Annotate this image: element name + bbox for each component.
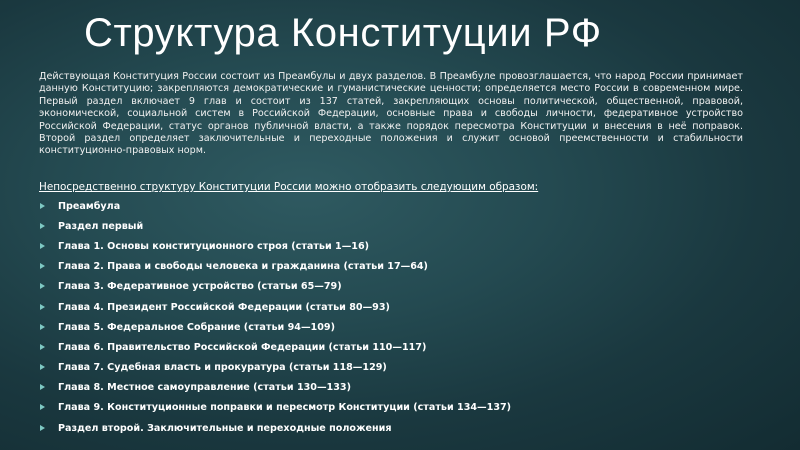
list-item xyxy=(39,277,511,297)
triangle-bullet-icon xyxy=(39,304,46,311)
triangle-bullet-icon xyxy=(39,223,46,230)
list-item-text: Раздел первый xyxy=(58,220,144,232)
list-item xyxy=(39,317,511,337)
list-item-text: Преамбула xyxy=(58,200,121,212)
triangle-bullet-icon xyxy=(39,364,46,371)
intro-paragraph: Действующая Конституция России состоит из Преамбулы и двух разделов. В Преамбуле провозглашается, что народ России принимает данную Конституцию; закрепляются демократические и гуманистические ценности; определяется место России в современном мире. Первый раздел включает 9 глав и состоит из 137 статей, закрепляющих основы политической, общественной, правовой, экономической, социальной систем в Российской Федерации, основные права и свободы личности, федеративное устройство Российской Федерации, статус органов публичной власти, а также порядок пересмотра Конституции и внесения в неё поправок. Второй раздел определяет заключительные и переходные положения и служит основой преемственности и стабильности конституционно-правовых норм. xyxy=(39,71,743,157)
triangle-bullet-icon xyxy=(39,203,46,210)
list-item-text: Глава 6. Правительство Российской Федерации (статьи 110—117) xyxy=(58,341,427,353)
slide-title: Структура Конституции РФ xyxy=(84,11,602,55)
triangle-bullet-icon xyxy=(39,344,46,351)
list-item-text: Глава 3. Федеративное устройство (статьи 65—79) xyxy=(58,281,342,293)
structure-list xyxy=(39,196,511,438)
list-item-text: Глава 9. Конституционные поправки и пересмотр Конституции (статьи 134—137) xyxy=(58,402,512,414)
triangle-bullet-icon xyxy=(39,324,46,331)
list-item-text: Глава 7. Судебная власть и прокуратура (статьи 118—129) xyxy=(58,362,387,374)
list-item xyxy=(39,216,511,236)
list-item xyxy=(39,337,511,357)
list-item-text: Раздел второй. Заключительные и переходные положения xyxy=(58,422,392,434)
list-item xyxy=(39,236,511,256)
list-item xyxy=(39,358,511,378)
list-item xyxy=(39,297,511,317)
list-item-text: Глава 2. Права и свободы человека и гражданина (статьи 17—64) xyxy=(58,261,428,273)
list-item-text: Глава 5. Федеральное Собрание (статьи 94—109) xyxy=(58,321,335,333)
list-item-text: Глава 1. Основы конституционного строя (статьи 1—16) xyxy=(58,240,370,252)
triangle-bullet-icon xyxy=(39,283,46,290)
triangle-bullet-icon xyxy=(39,425,46,432)
list-item xyxy=(39,257,511,277)
triangle-bullet-icon xyxy=(39,243,46,250)
list-item xyxy=(39,418,511,438)
list-item xyxy=(39,398,511,418)
list-item xyxy=(39,378,511,398)
list-item-text: Глава 8. Местное самоуправление (статьи 130—133) xyxy=(58,382,351,394)
structure-lead-text: Непосредственно структуру Конституции России можно отобразить следующим образом: xyxy=(39,181,539,193)
triangle-bullet-icon xyxy=(39,263,46,270)
list-item-text: Глава 4. Президент Российской Федерации (статьи 80—93) xyxy=(58,301,390,313)
list-item xyxy=(39,196,511,216)
triangle-bullet-icon xyxy=(39,384,46,391)
triangle-bullet-icon xyxy=(39,404,46,411)
